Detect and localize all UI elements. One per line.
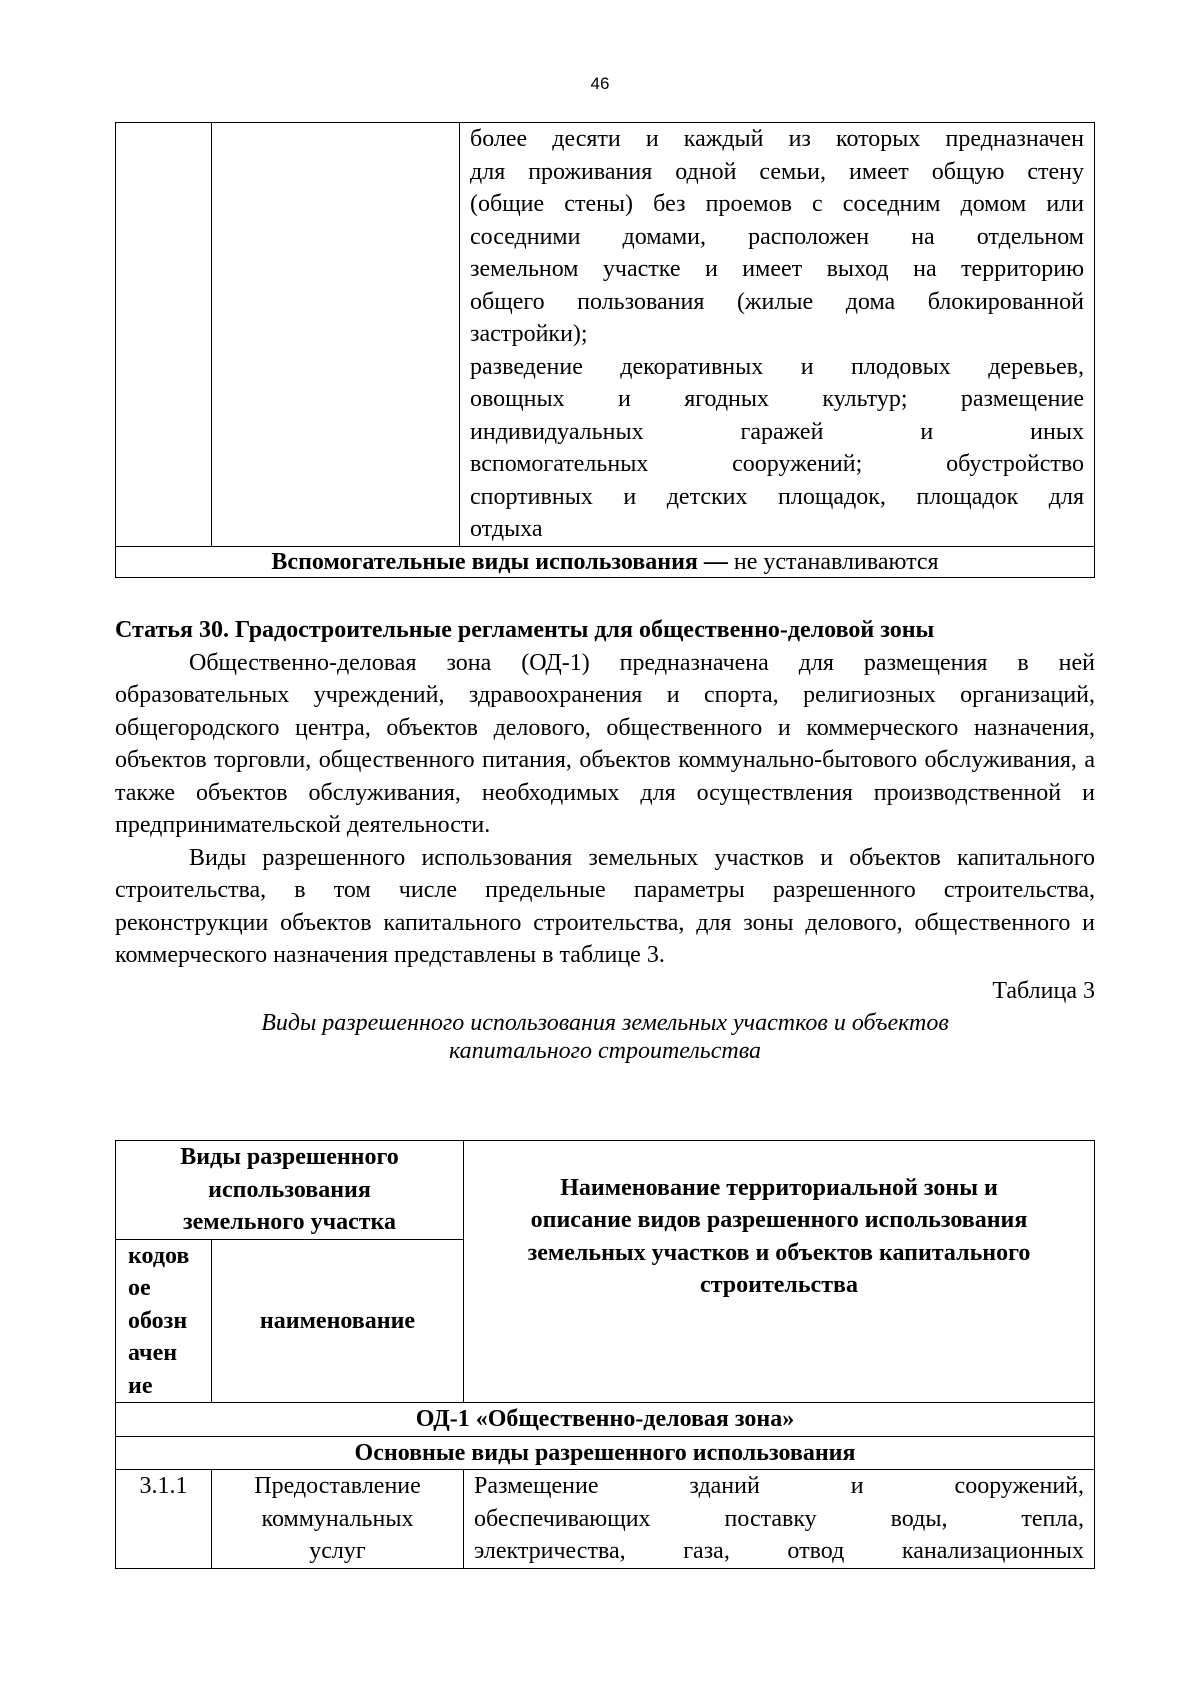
article-paragraph-2: Виды разрешенного использования земельных участков и объектов капитального строительства, в том числе предельные параметры разрешенного строительства, реконструкции объектов капитального строительства, для зоны делового, общественного и коммерческого назначения представлены в таблице 3. — [115, 844, 1095, 968]
header-line: Виды разрешенного — [180, 1144, 399, 1170]
header-line: ое — [128, 1275, 151, 1301]
header-code-cell — [116, 1239, 212, 1403]
table-row — [116, 1436, 1095, 1470]
table-header-row — [116, 1141, 1095, 1240]
header-line: Наименование территориальной зоны и — [560, 1174, 998, 1201]
header-name-cell: наименование — [212, 1239, 464, 1403]
table-caption — [115, 1007, 1095, 1063]
table-caption-line: Виды разрешенного использования земельных участков и объектов — [261, 1009, 949, 1036]
article-heading: Статья 30. Градостроительные регламенты для общественно-деловой зоны — [115, 617, 935, 643]
table-row — [116, 1403, 1095, 1437]
auxiliary-uses-value: не устанавливаются — [727, 548, 939, 575]
header-group-cell — [116, 1141, 464, 1240]
table-label: Таблица 3 — [992, 977, 1095, 1004]
header-line: ие — [128, 1372, 153, 1399]
text-line: овощных и ягодных культур; размещение — [470, 386, 1084, 412]
code-cell-empty — [116, 123, 212, 547]
text-line: электричества, газа, отвод канализационных — [474, 1538, 1085, 1564]
header-line: земельного участка — [182, 1209, 397, 1235]
text-line: Предоставление — [254, 1473, 421, 1499]
name-cell — [212, 1470, 464, 1569]
top-table-continuation — [115, 122, 1095, 578]
text-line: соседними домами, расположен на отдельном — [470, 223, 1084, 250]
article-paragraph-1: Общественно-деловая зона (ОД-1) предназначена для размещения в ней образовательных учреждений, здравоохранения и спорта, религиозных организаций, общегородского центра, объектов делового, общественного и коммерческого назначения, объектов торговли, общественного питания, объектов коммунально-бытового обслуживания, а также объектов обслуживания, необходимых для осуществления производственной и предпринимательской деятельности. — [115, 649, 1095, 838]
text-line: вспомогательных сооружений; обустройство — [470, 451, 1084, 477]
description-paragraph-1 — [470, 123, 1084, 351]
table-3 — [115, 1140, 1095, 1569]
code-cell: 3.1.1 — [116, 1470, 212, 1569]
table-caption-line: капитального строительства — [449, 1037, 761, 1064]
zone-title-row: ОД-1 «Общественно-деловая зона» — [116, 1403, 1095, 1437]
table-row — [116, 546, 1095, 577]
header-line: ачен — [128, 1340, 178, 1366]
header-description-cell — [464, 1141, 1095, 1403]
text-line: отдыха — [470, 516, 543, 542]
text-line: коммунальных — [261, 1505, 414, 1532]
table-row — [116, 1470, 1095, 1569]
header-line: кодов — [128, 1242, 190, 1269]
description-cell — [460, 123, 1095, 547]
article-30 — [115, 614, 1095, 1063]
text-line: общего пользования (жилые дома блокированной — [470, 288, 1084, 315]
text-line: земельном участке и имеет выход на территорию — [470, 256, 1084, 282]
text-line: разведение декоративных и плодовых деревьев, — [470, 353, 1084, 380]
header-line: строительства — [700, 1272, 858, 1298]
text-line: услуг — [309, 1538, 366, 1564]
name-cell-empty — [212, 123, 460, 547]
header-line: земельных участков и объектов капитального — [527, 1239, 1031, 1266]
description-paragraph-2 — [470, 351, 1084, 546]
text-line: индивидуальных гаражей и иных — [470, 418, 1084, 445]
header-line: обозн — [128, 1307, 188, 1334]
text-line: более десяти и каждый из которых предназначен — [470, 126, 1084, 152]
page-number: 46 — [590, 74, 610, 93]
description-cell — [464, 1470, 1095, 1569]
auxiliary-uses-row — [116, 546, 1095, 577]
auxiliary-uses-label: Вспомогательные виды использования — — [271, 548, 728, 575]
text-line: Размещение зданий и сооружений, — [474, 1473, 1085, 1499]
text-line: застройки); — [470, 321, 588, 347]
table-row — [116, 123, 1095, 547]
header-line: использования — [208, 1176, 371, 1203]
text-line: обеспечивающих поставку воды, тепла, — [474, 1505, 1085, 1532]
text-line: для проживания одной семьи, имеет общую стену — [470, 158, 1084, 185]
text-line: (общие стены) без проемов с соседним домом или — [470, 191, 1084, 217]
header-line: описание видов разрешенного использования — [530, 1207, 1028, 1233]
text-line: спортивных и детских площадок, площадок для — [470, 483, 1084, 510]
section-title-row: Основные виды разрешенного использования — [116, 1436, 1095, 1470]
